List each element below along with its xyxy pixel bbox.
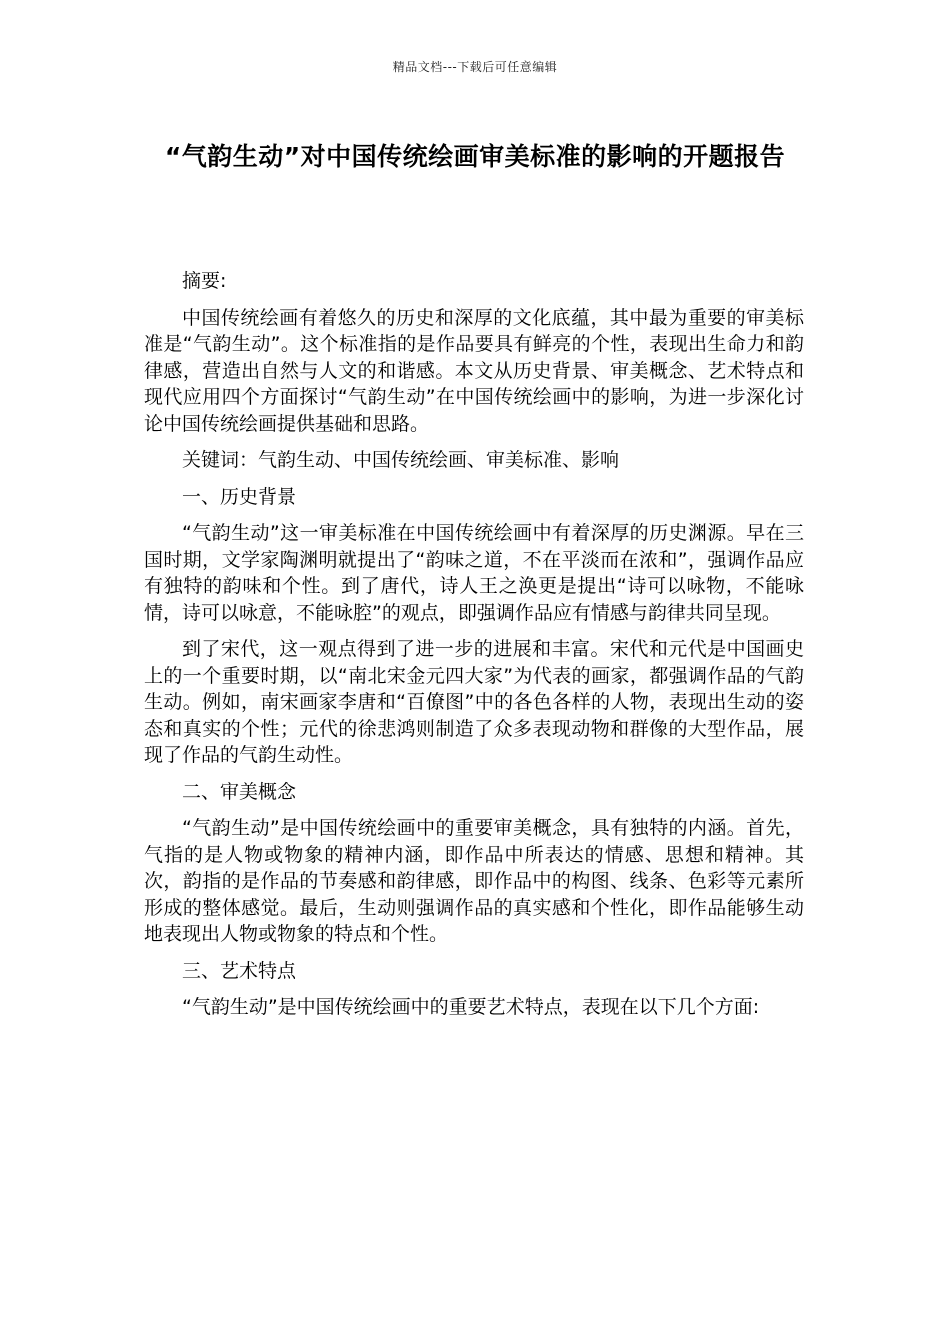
section-heading-history: 一、历史背景 — [182, 485, 297, 508]
document-title: “气韵生动”对中国传统绘画审美标准的影响的开题报告 — [164, 142, 786, 171]
section-heading-art: 三、艺术特点 — [182, 959, 297, 982]
aesthetic-paragraph: “气韵生动”是中国传统绘画中的重要审美概念，具有独特的内涵。首先，气指的是人物或物象的精神内涵，即作品中所表达的情感、思想和精神。其次，韵指的是作品的节奏感和韵律感，即作品中的构图、线条、色彩等元素所形成的整体感觉。最后，生动则强调作品的真实感和个性化，即作品能够生动地表现出人物或物象的特点和个性。 — [144, 817, 804, 945]
header-note: 精品文档---下载后可任意编辑 — [392, 60, 558, 74]
history-paragraph-2: 到了宋代，这一观点得到了进一步的进展和丰富。宋代和元代是中国画史上的一个重要时期，以“南北宋金元四大家”为代表的画家，都强调作品的气韵生动。例如，南宋画家李唐和“百僚图”中的各色各样的人物，表现出生动的姿态和真实的个性；元代的徐悲鸿则制造了众多表现动物和群像的大型作品，展现了作品的气韵生动性。 — [144, 638, 804, 766]
abstract-paragraph: 中国传统绘画有着悠久的历史和深厚的文化底蕴，其中最为重要的审美标准是“气韵生动”。这个标准指的是作品要具有鲜亮的个性，表现出生命力和韵律感，营造出自然与人文的和谐感。本文从历史背景、审美概念、艺术特点和现代应用四个方面探讨“气韵生动”在中国传统绘画中的影响，为进一步深化讨论中国传统绘画提供基础和思路。 — [144, 306, 804, 435]
art-paragraph: “气韵生动”是中国传统绘画中的重要艺术特点，表现在以下几个方面: — [182, 996, 760, 1018]
document-body — [144, 268, 804, 1031]
history-paragraph-1: “气韵生动”这一审美标准在中国传统绘画中有着深厚的历史渊源。早在三国时期，文学家陶渊明就提出了“韵味之道，不在平淡而在浓和”，强调作品应有独特的韵味和个性。到了唐代，诗人王之涣更是提出“诗可以咏物，不能咏情，诗可以咏意，不能咏腔”的观点，即强调作品应有情感与韵律共同呈现。 — [144, 522, 804, 624]
abstract-label: 摘要: — [182, 270, 227, 292]
section-heading-aesthetic: 二、审美概念 — [182, 780, 297, 803]
keywords-line: 关键词：气韵生动、中国传统绘画、审美标准、影响 — [182, 449, 620, 471]
